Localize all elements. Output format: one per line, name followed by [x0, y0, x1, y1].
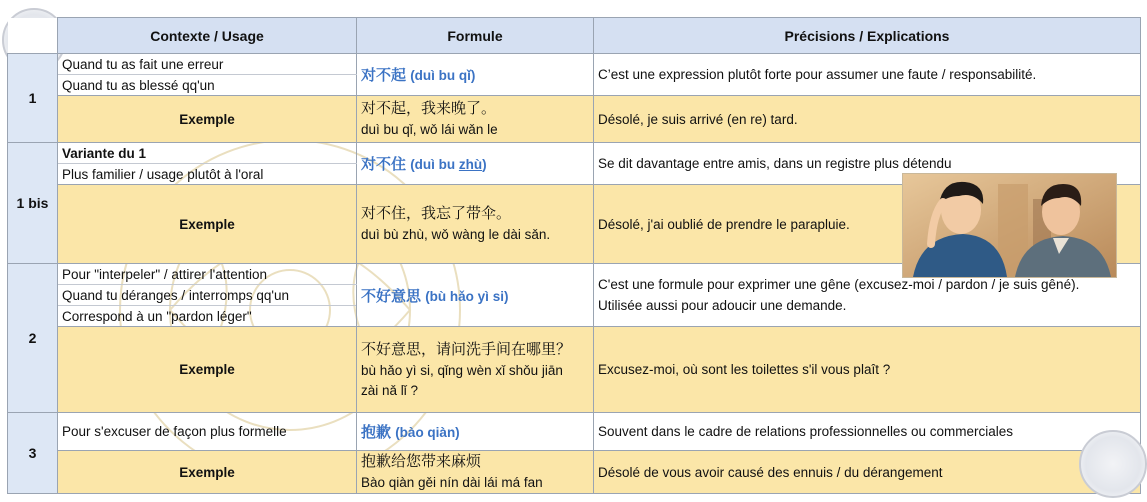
- example-pinyin: zài nǎ lǐ ?: [361, 382, 419, 398]
- example-label: Exemple: [58, 96, 357, 143]
- context-item: Quand tu as fait une erreur: [58, 54, 357, 75]
- formula-cell: [357, 54, 594, 96]
- formula-pinyin: (bù hǎo yì si): [425, 288, 509, 304]
- context-item: Correspond à un "pardon léger": [58, 306, 357, 327]
- example-label: Exemple: [58, 451, 357, 494]
- explanation-cell: Se dit davantage entre amis, dans un registre plus détendu: [594, 143, 1141, 185]
- row-number: 1 bis: [8, 143, 58, 264]
- context-item: Quand tu déranges / interromps qq'un: [58, 285, 357, 306]
- header-details: Précisions / Explications: [594, 18, 1141, 54]
- example-cell: [357, 96, 594, 143]
- example-row: [8, 327, 1141, 413]
- formula-pinyin-part: (duì bu: [410, 157, 459, 172]
- example-translation: Désolé, je suis arrivé (en re) tard.: [594, 96, 1141, 143]
- example-translation: Désolé, j'ai oublié de prendre le parapluie.: [594, 185, 1141, 264]
- example-pinyin: bù hǎo yì si, qǐng wèn xǐ shǒu jiān: [361, 362, 563, 378]
- header-formula: Formule: [357, 18, 594, 54]
- header-row: [8, 18, 1141, 54]
- context-item: Quand tu as blessé qq'un: [58, 75, 357, 96]
- context-item: Variante du 1: [58, 143, 357, 164]
- example-label: Exemple: [58, 185, 357, 264]
- logo-seal-icon: [1079, 430, 1147, 498]
- explanation-cell: Souvent dans le cadre de relations professionnelles ou commerciales: [594, 413, 1141, 451]
- table-row: [8, 54, 1141, 75]
- example-chinese: 不好意思，请问洗手间在哪里？: [361, 340, 572, 358]
- formula-cell: [357, 264, 594, 327]
- header-corner: [8, 18, 58, 54]
- formula-pinyin-part: ): [482, 157, 487, 172]
- formula-pinyin: (bào qiàn): [395, 425, 460, 440]
- example-translation: Excusez-moi, où sont les toilettes s'il vous plaît ?: [594, 327, 1141, 413]
- formula-pinyin: (duì bu qǐ): [410, 68, 476, 83]
- example-row: [8, 451, 1141, 494]
- row-number: 3: [8, 413, 58, 494]
- context-item: Plus familier / usage plutôt à l'oral: [58, 164, 357, 185]
- explanation-line: C'est une formule pour exprimer une gêne (excusez-moi / pardon / je suis gêné).: [598, 277, 1080, 292]
- example-chinese: 对不住，我忘了带伞。: [361, 205, 512, 222]
- formula-pinyin: [410, 157, 486, 172]
- formula-pinyin-underlined: zhù: [458, 157, 483, 172]
- example-cell: [357, 451, 594, 494]
- example-label: Exemple: [58, 327, 357, 413]
- example-translation: Désolé de vous avoir causé des ennuis / du dérangement: [594, 451, 1141, 494]
- example-chinese: 对不起，我来晚了。: [361, 100, 497, 117]
- row-number: 2: [8, 264, 58, 413]
- explanation-line: Utilisée aussi pour adoucir une demande.: [598, 298, 847, 313]
- illustration-image: [902, 173, 1117, 278]
- row-number: 1: [8, 54, 58, 143]
- formula-cell: [357, 413, 594, 451]
- table-row: [8, 143, 1141, 164]
- example-pinyin: duì bù zhù, wǒ wàng le dài sǎn.: [361, 227, 551, 242]
- context-item: Pour "interpeler" / attirer l'attention: [58, 264, 357, 285]
- header-context: Contexte / Usage: [58, 18, 357, 54]
- table-row: [8, 413, 1141, 451]
- explanation-cell: C’est une expression plutôt forte pour assumer une faute / responsabilité.: [594, 54, 1141, 96]
- formula-chinese: 对不起: [361, 67, 407, 84]
- formula-chinese: 抱歉: [361, 424, 392, 441]
- example-cell: [357, 327, 594, 413]
- formula-chinese: 不好意思: [361, 287, 422, 305]
- example-pinyin: duì bu qǐ, wǒ lái wǎn le: [361, 122, 498, 137]
- example-chinese: 抱歉给您带来麻烦: [361, 453, 482, 470]
- formula-chinese: 对不住: [361, 156, 407, 173]
- illustration-drawing: [903, 174, 1116, 277]
- example-pinyin: Bào qiàn gěi nín dài lái má fan: [361, 475, 543, 490]
- formula-cell: [357, 143, 594, 185]
- example-row: [8, 96, 1141, 143]
- example-cell: [357, 185, 594, 264]
- context-item: Pour s'excuser de façon plus formelle: [58, 413, 357, 451]
